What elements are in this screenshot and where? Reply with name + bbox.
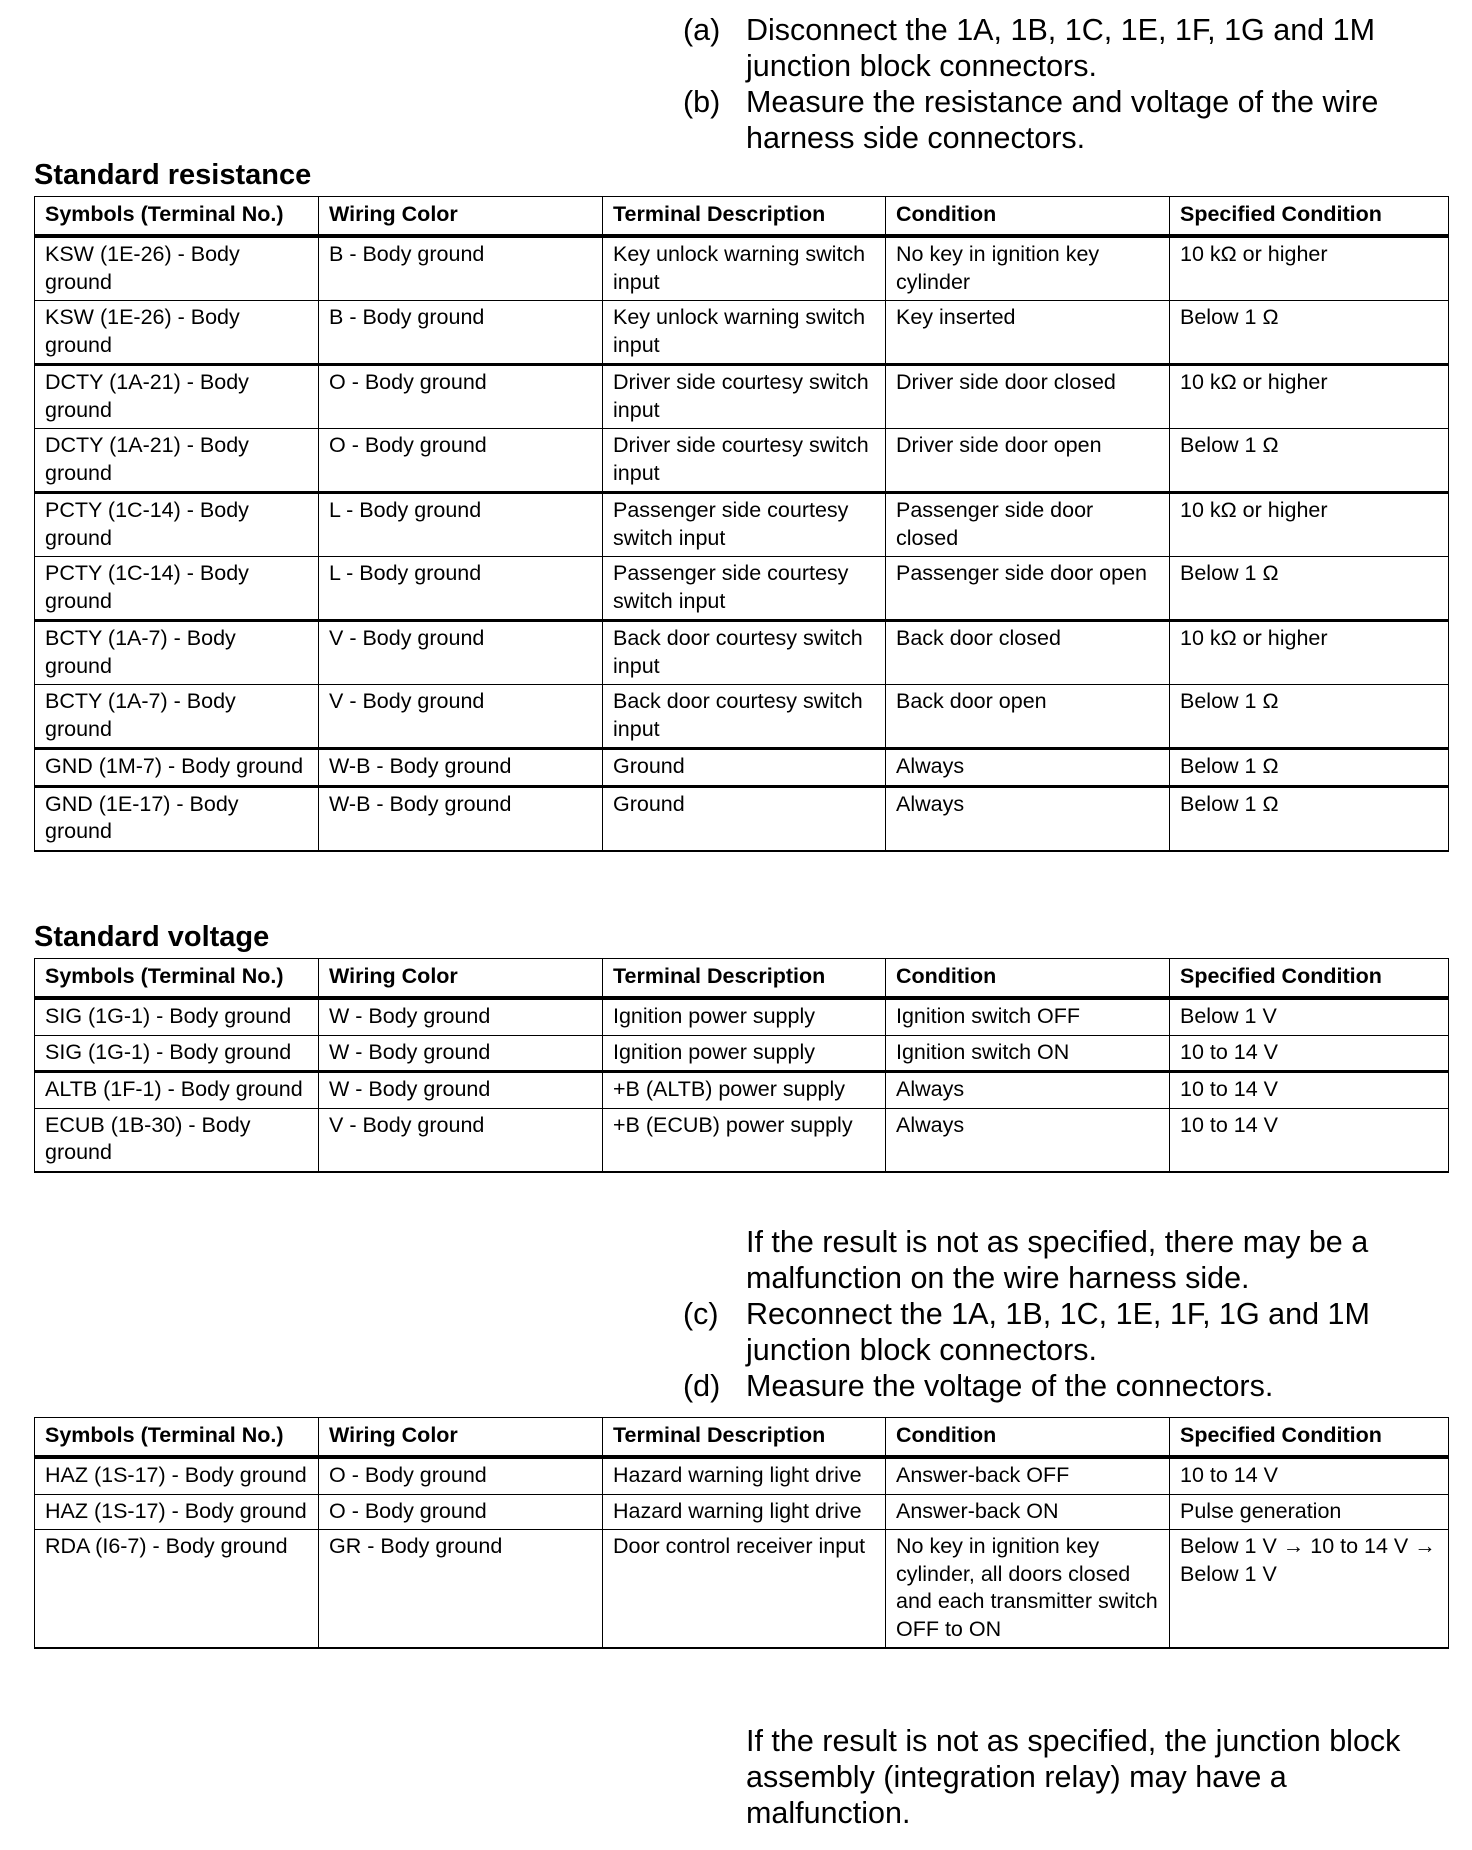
table-row: [35, 429, 1449, 493]
col-header-symbols: Symbols (Terminal No.): [35, 197, 319, 237]
col-header-wiring-color: Wiring Color: [319, 1418, 603, 1458]
cell-specified-condition: Below 1 Ω: [1170, 301, 1449, 365]
step-a: [683, 12, 1443, 84]
col-header-specified-condition: Specified Condition: [1170, 1418, 1449, 1458]
connector-header-row: [35, 1418, 1449, 1458]
cell-condition: Always: [886, 749, 1170, 787]
cell-wiring-color: B - Body ground: [319, 301, 603, 365]
cell-condition: Back door open: [886, 685, 1170, 749]
cell-wiring-color: V - Body ground: [319, 685, 603, 749]
cell-symbol: PCTY (1C-14) - Body ground: [35, 557, 319, 621]
table-row: [35, 493, 1449, 557]
cell-symbol: DCTY (1A-21) - Body ground: [35, 429, 319, 493]
cell-specified-condition: 10 kΩ or higher: [1170, 493, 1449, 557]
cell-symbol: ECUB (1B-30) - Body ground: [35, 1108, 319, 1172]
cell-terminal-description: Key unlock warning switch input: [603, 236, 886, 301]
table-row: [35, 365, 1449, 429]
cell-specified-condition: Below 1 V: [1170, 998, 1449, 1035]
cell-condition: No key in ignition key cylinder, all doors closed and each transmitter switch OFF to ON: [886, 1530, 1170, 1649]
step-d: [683, 1368, 1443, 1404]
cell-wiring-color: W - Body ground: [319, 998, 603, 1035]
col-header-condition: Condition: [886, 1418, 1170, 1458]
connector-table: [34, 1417, 1449, 1649]
cell-condition: Answer-back OFF: [886, 1457, 1170, 1494]
table-row: [35, 998, 1449, 1035]
step-c: [683, 1296, 1443, 1368]
cell-specified-condition: Pulse generation: [1170, 1494, 1449, 1530]
step-a-label: (a): [683, 13, 721, 47]
col-header-terminal-description: Terminal Description: [603, 959, 886, 999]
table-row: [35, 1108, 1449, 1172]
cell-condition: Always: [886, 1072, 1170, 1109]
cell-terminal-description: +B (ECUB) power supply: [603, 1108, 886, 1172]
cell-terminal-description: Back door courtesy switch input: [603, 685, 886, 749]
cell-terminal-description: +B (ALTB) power supply: [603, 1072, 886, 1109]
cell-terminal-description: Ground: [603, 749, 886, 787]
table-row: [35, 1035, 1449, 1072]
resistance-title: Standard resistance: [34, 159, 312, 191]
cell-specified-condition: Below 1 Ω: [1170, 557, 1449, 621]
cell-wiring-color: GR - Body ground: [319, 1530, 603, 1649]
cell-terminal-description: Driver side courtesy switch input: [603, 365, 886, 429]
cell-specified-condition: 10 kΩ or higher: [1170, 236, 1449, 301]
cell-symbol: RDA (I6-7) - Body ground: [35, 1530, 319, 1649]
cell-condition: Driver side door open: [886, 429, 1170, 493]
cell-terminal-description: Ignition power supply: [603, 998, 886, 1035]
cell-condition: Passenger side door open: [886, 557, 1170, 621]
cell-terminal-description: Ground: [603, 786, 886, 851]
cell-condition: Ignition switch OFF: [886, 998, 1170, 1035]
cell-symbol: KSW (1E-26) - Body ground: [35, 236, 319, 301]
step-c-label: (c): [683, 1297, 719, 1331]
cell-condition: Passenger side door closed: [886, 493, 1170, 557]
cell-terminal-description: Passenger side courtesy switch input: [603, 493, 886, 557]
cell-condition: Always: [886, 1108, 1170, 1172]
table-row: [35, 749, 1449, 787]
col-header-specified-condition: Specified Condition: [1170, 197, 1449, 237]
cell-condition: Answer-back ON: [886, 1494, 1170, 1530]
cell-specified-condition: Below 1 Ω: [1170, 429, 1449, 493]
table-row: [35, 1072, 1449, 1109]
cell-symbol: BCTY (1A-7) - Body ground: [35, 685, 319, 749]
cell-wiring-color: V - Body ground: [319, 621, 603, 685]
cell-condition: Driver side door closed: [886, 365, 1170, 429]
note-wire-harness: If the result is not as specified, there may be a malfunction on the wire harness side.: [746, 1225, 1369, 1295]
col-header-condition: Condition: [886, 959, 1170, 999]
col-header-specified-condition: Specified Condition: [1170, 959, 1449, 999]
cell-symbol: GND (1E-17) - Body ground: [35, 786, 319, 851]
cell-symbol: KSW (1E-26) - Body ground: [35, 301, 319, 365]
step-b-label: (b): [683, 85, 721, 119]
table-row: [35, 621, 1449, 685]
step-d-label: (d): [683, 1369, 721, 1403]
step-c-text: Reconnect the 1A, 1B, 1C, 1E, 1F, 1G and 1M junction block connectors.: [746, 1297, 1370, 1367]
cell-wiring-color: O - Body ground: [319, 1457, 603, 1494]
voltage-table: [34, 958, 1449, 1173]
table-row: [35, 236, 1449, 301]
cell-condition: No key in ignition key cylinder: [886, 236, 1170, 301]
cell-specified-condition: Below 1 Ω: [1170, 685, 1449, 749]
table-row: [35, 1530, 1449, 1649]
table-row: [35, 1494, 1449, 1530]
table-row: [35, 786, 1449, 851]
col-header-terminal-description: Terminal Description: [603, 1418, 886, 1458]
cell-wiring-color: W - Body ground: [319, 1072, 603, 1109]
cell-terminal-description: Ignition power supply: [603, 1035, 886, 1072]
cell-specified-condition: Below 1 Ω: [1170, 749, 1449, 787]
cell-wiring-color: V - Body ground: [319, 1108, 603, 1172]
step-a-text: Disconnect the 1A, 1B, 1C, 1E, 1F, 1G and 1M junction block connectors.: [746, 13, 1375, 83]
cell-condition: Ignition switch ON: [886, 1035, 1170, 1072]
step-d-text: Measure the voltage of the connectors.: [746, 1369, 1274, 1403]
col-header-symbols: Symbols (Terminal No.): [35, 1418, 319, 1458]
voltage-title: Standard voltage: [34, 921, 270, 953]
cell-specified-condition: 10 to 14 V: [1170, 1072, 1449, 1109]
cell-condition: Back door closed: [886, 621, 1170, 685]
col-header-wiring-color: Wiring Color: [319, 959, 603, 999]
cell-terminal-description: Passenger side courtesy switch input: [603, 557, 886, 621]
cell-symbol: DCTY (1A-21) - Body ground: [35, 365, 319, 429]
cell-wiring-color: O - Body ground: [319, 429, 603, 493]
cell-terminal-description: Hazard warning light drive: [603, 1494, 886, 1530]
resistance-table: [34, 196, 1449, 852]
col-header-terminal-description: Terminal Description: [603, 197, 886, 237]
cell-symbol: HAZ (1S-17) - Body ground: [35, 1457, 319, 1494]
cell-condition: Always: [886, 786, 1170, 851]
cell-specified-condition: Below 1 V → 10 to 14 V → Below 1 V: [1170, 1530, 1449, 1649]
cell-wiring-color: W-B - Body ground: [319, 749, 603, 787]
col-header-symbols: Symbols (Terminal No.): [35, 959, 319, 999]
cell-symbol: SIG (1G-1) - Body ground: [35, 998, 319, 1035]
cell-specified-condition: 10 to 14 V: [1170, 1108, 1449, 1172]
cell-specified-condition: 10 to 14 V: [1170, 1035, 1449, 1072]
cell-wiring-color: L - Body ground: [319, 493, 603, 557]
resistance-header-row: [35, 197, 1449, 237]
cell-wiring-color: O - Body ground: [319, 365, 603, 429]
cell-terminal-description: Key unlock warning switch input: [603, 301, 886, 365]
col-header-wiring-color: Wiring Color: [319, 197, 603, 237]
cell-terminal-description: Hazard warning light drive: [603, 1457, 886, 1494]
table-row: [35, 301, 1449, 365]
cell-wiring-color: W-B - Body ground: [319, 786, 603, 851]
cell-terminal-description: Back door courtesy switch input: [603, 621, 886, 685]
table-row: [35, 557, 1449, 621]
table-row: [35, 685, 1449, 749]
cell-condition: Key inserted: [886, 301, 1170, 365]
cell-symbol: SIG (1G-1) - Body ground: [35, 1035, 319, 1072]
cell-wiring-color: W - Body ground: [319, 1035, 603, 1072]
cell-specified-condition: 10 kΩ or higher: [1170, 365, 1449, 429]
table-row: [35, 1457, 1449, 1494]
note-integration-relay: If the result is not as specified, the junction block assembly (integration relay) may have a malfunction.: [746, 1724, 1401, 1830]
cell-symbol: GND (1M-7) - Body ground: [35, 749, 319, 787]
cell-terminal-description: Door control receiver input: [603, 1530, 886, 1649]
voltage-header-row: [35, 959, 1449, 999]
step-b-text: Measure the resistance and voltage of the wire harness side connectors.: [746, 85, 1379, 155]
cell-symbol: ALTB (1F-1) - Body ground: [35, 1072, 319, 1109]
step-b: [683, 84, 1443, 156]
cell-wiring-color: B - Body ground: [319, 236, 603, 301]
cell-symbol: HAZ (1S-17) - Body ground: [35, 1494, 319, 1530]
col-header-condition: Condition: [886, 197, 1170, 237]
cell-specified-condition: 10 to 14 V: [1170, 1457, 1449, 1494]
cell-wiring-color: L - Body ground: [319, 557, 603, 621]
cell-specified-condition: 10 kΩ or higher: [1170, 621, 1449, 685]
cell-wiring-color: O - Body ground: [319, 1494, 603, 1530]
cell-terminal-description: Driver side courtesy switch input: [603, 429, 886, 493]
cell-symbol: BCTY (1A-7) - Body ground: [35, 621, 319, 685]
cell-specified-condition: Below 1 Ω: [1170, 786, 1449, 851]
cell-symbol: PCTY (1C-14) - Body ground: [35, 493, 319, 557]
